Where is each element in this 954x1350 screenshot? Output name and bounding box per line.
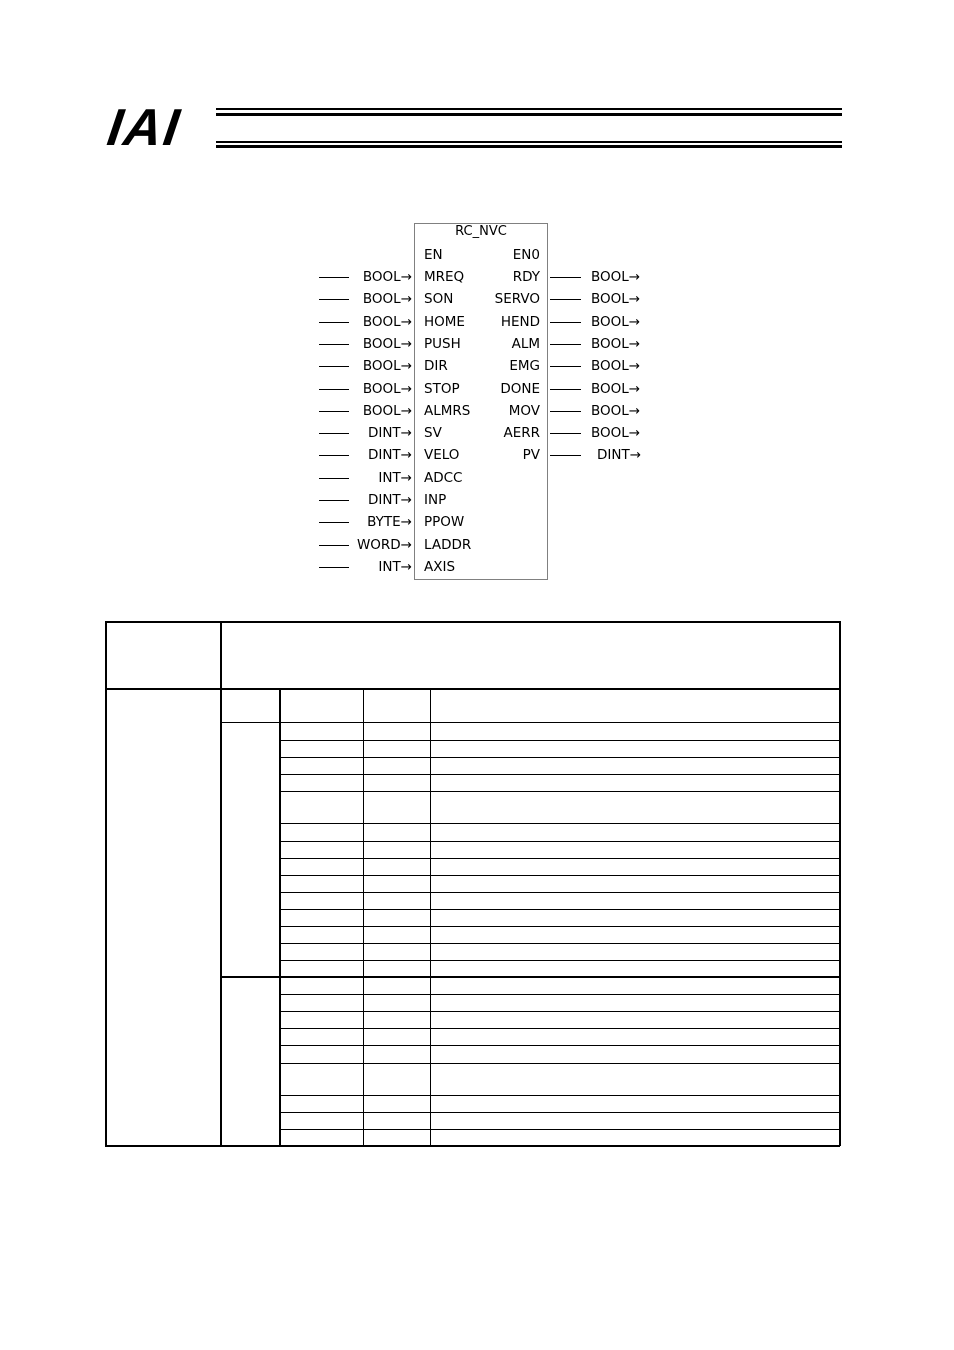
pin-hend: HEND (500, 314, 540, 330)
input-type-sv: DINT→ (367, 425, 412, 441)
output-wire (550, 455, 581, 456)
input-type-laddr: WORD→ (356, 537, 412, 553)
table-hline (279, 1045, 839, 1046)
pin-mov: MOV (508, 403, 540, 419)
output-wire (550, 277, 581, 278)
input-wire (319, 522, 349, 523)
header-rule-bottom-thick (216, 145, 842, 148)
output-type-pv: DINT→ (597, 447, 642, 463)
output-wire (550, 389, 581, 390)
header-rule-top-thick (216, 113, 842, 116)
pin-sv: SV (424, 425, 442, 441)
table-hline (279, 774, 839, 775)
input-wire (319, 567, 349, 568)
output-wire (550, 344, 581, 345)
table-hline (105, 1145, 840, 1147)
pin-pv: PV (522, 447, 540, 463)
pin-axis: AXIS (424, 559, 456, 575)
table-hline (279, 740, 839, 741)
output-wire (550, 366, 581, 367)
table-vline (220, 621, 222, 1145)
pin-almrs: ALMRS (424, 403, 471, 419)
table-hline (279, 1063, 839, 1064)
table-hline (279, 994, 839, 995)
input-wire (319, 500, 349, 501)
pin-en0: EN0 (512, 247, 540, 263)
pin-aerr: AERR (503, 425, 540, 441)
table-hline (220, 722, 279, 723)
input-type-inp: DINT→ (367, 492, 412, 508)
iai-logo: IAI (103, 99, 185, 157)
table-hline (279, 875, 839, 876)
input-type-son: BOOL→ (362, 291, 412, 307)
input-wire (319, 455, 349, 456)
input-type-push: BOOL→ (362, 336, 412, 352)
table-vline (105, 621, 107, 1146)
pin-inp: INP (424, 492, 447, 508)
input-type-almrs: BOOL→ (362, 403, 412, 419)
output-type-aerr: BOOL→ (591, 425, 641, 441)
input-wire (319, 344, 349, 345)
input-wire (319, 299, 349, 300)
output-type-mov: BOOL→ (591, 403, 641, 419)
table-hline (279, 823, 839, 824)
output-type-hend: BOOL→ (591, 314, 641, 330)
input-type-axis: INT→ (378, 559, 412, 575)
pin-velo: VELO (424, 447, 460, 463)
output-type-done: BOOL→ (591, 381, 641, 397)
header-rule-bottom-thin (216, 141, 842, 143)
input-wire (319, 389, 349, 390)
table-hline (279, 926, 839, 927)
output-wire (550, 433, 581, 434)
table-hline (279, 943, 839, 944)
pin-home: HOME (424, 314, 465, 330)
input-type-mreq: BOOL→ (362, 269, 412, 285)
table-hline (279, 909, 839, 910)
pin-mreq: MREQ (424, 269, 465, 285)
input-wire (319, 411, 349, 412)
pin-en: EN (424, 247, 443, 263)
pin-alm: ALM (511, 336, 540, 352)
pin-push: PUSH (424, 336, 461, 352)
table-vline (839, 621, 841, 1146)
input-type-ppow: BYTE→ (367, 514, 412, 530)
pin-stop: STOP (424, 381, 460, 397)
table-hline (105, 621, 840, 623)
input-type-velo: DINT→ (367, 447, 412, 463)
input-wire (319, 433, 349, 434)
input-type-adcc: INT→ (378, 470, 412, 486)
table-hline (279, 1112, 839, 1113)
input-wire (319, 478, 349, 479)
table-hline (220, 976, 839, 978)
input-type-home: BOOL→ (362, 314, 412, 330)
input-wire (319, 366, 349, 367)
output-type-servo: BOOL→ (591, 291, 641, 307)
pin-son: SON (424, 291, 454, 307)
pin-servo: SERVO (494, 291, 540, 307)
pin-adcc: ADCC (424, 470, 463, 486)
output-wire (550, 299, 581, 300)
table-hline (279, 841, 839, 842)
input-type-stop: BOOL→ (362, 381, 412, 397)
pin-laddr: LADDR (424, 537, 472, 553)
output-wire (550, 411, 581, 412)
table-hline (279, 1129, 839, 1130)
input-wire (319, 322, 349, 323)
output-type-emg: BOOL→ (591, 358, 641, 374)
pin-rdy: RDY (512, 269, 540, 285)
header-rule-top-thin (216, 108, 842, 110)
pin-done: DONE (500, 381, 540, 397)
input-wire (319, 277, 349, 278)
table-hline (279, 791, 839, 792)
table-hline (279, 757, 839, 758)
pin-ppow: PPOW (424, 514, 465, 530)
table-hline (105, 688, 839, 690)
pin-emg: EMG (509, 358, 540, 374)
table-hline (279, 960, 839, 961)
table-hline (279, 1011, 839, 1012)
table-hline (279, 1028, 839, 1029)
input-type-dir: BOOL→ (362, 358, 412, 374)
function-block-title: RC_NVC (455, 224, 507, 239)
output-type-rdy: BOOL→ (591, 269, 641, 285)
table-hline (279, 1095, 839, 1096)
pin-dir: DIR (424, 358, 448, 374)
table-hline (279, 722, 839, 723)
output-wire (550, 322, 581, 323)
output-type-alm: BOOL→ (591, 336, 641, 352)
input-wire (319, 545, 349, 546)
table-hline (279, 858, 839, 859)
table-hline (279, 892, 839, 893)
